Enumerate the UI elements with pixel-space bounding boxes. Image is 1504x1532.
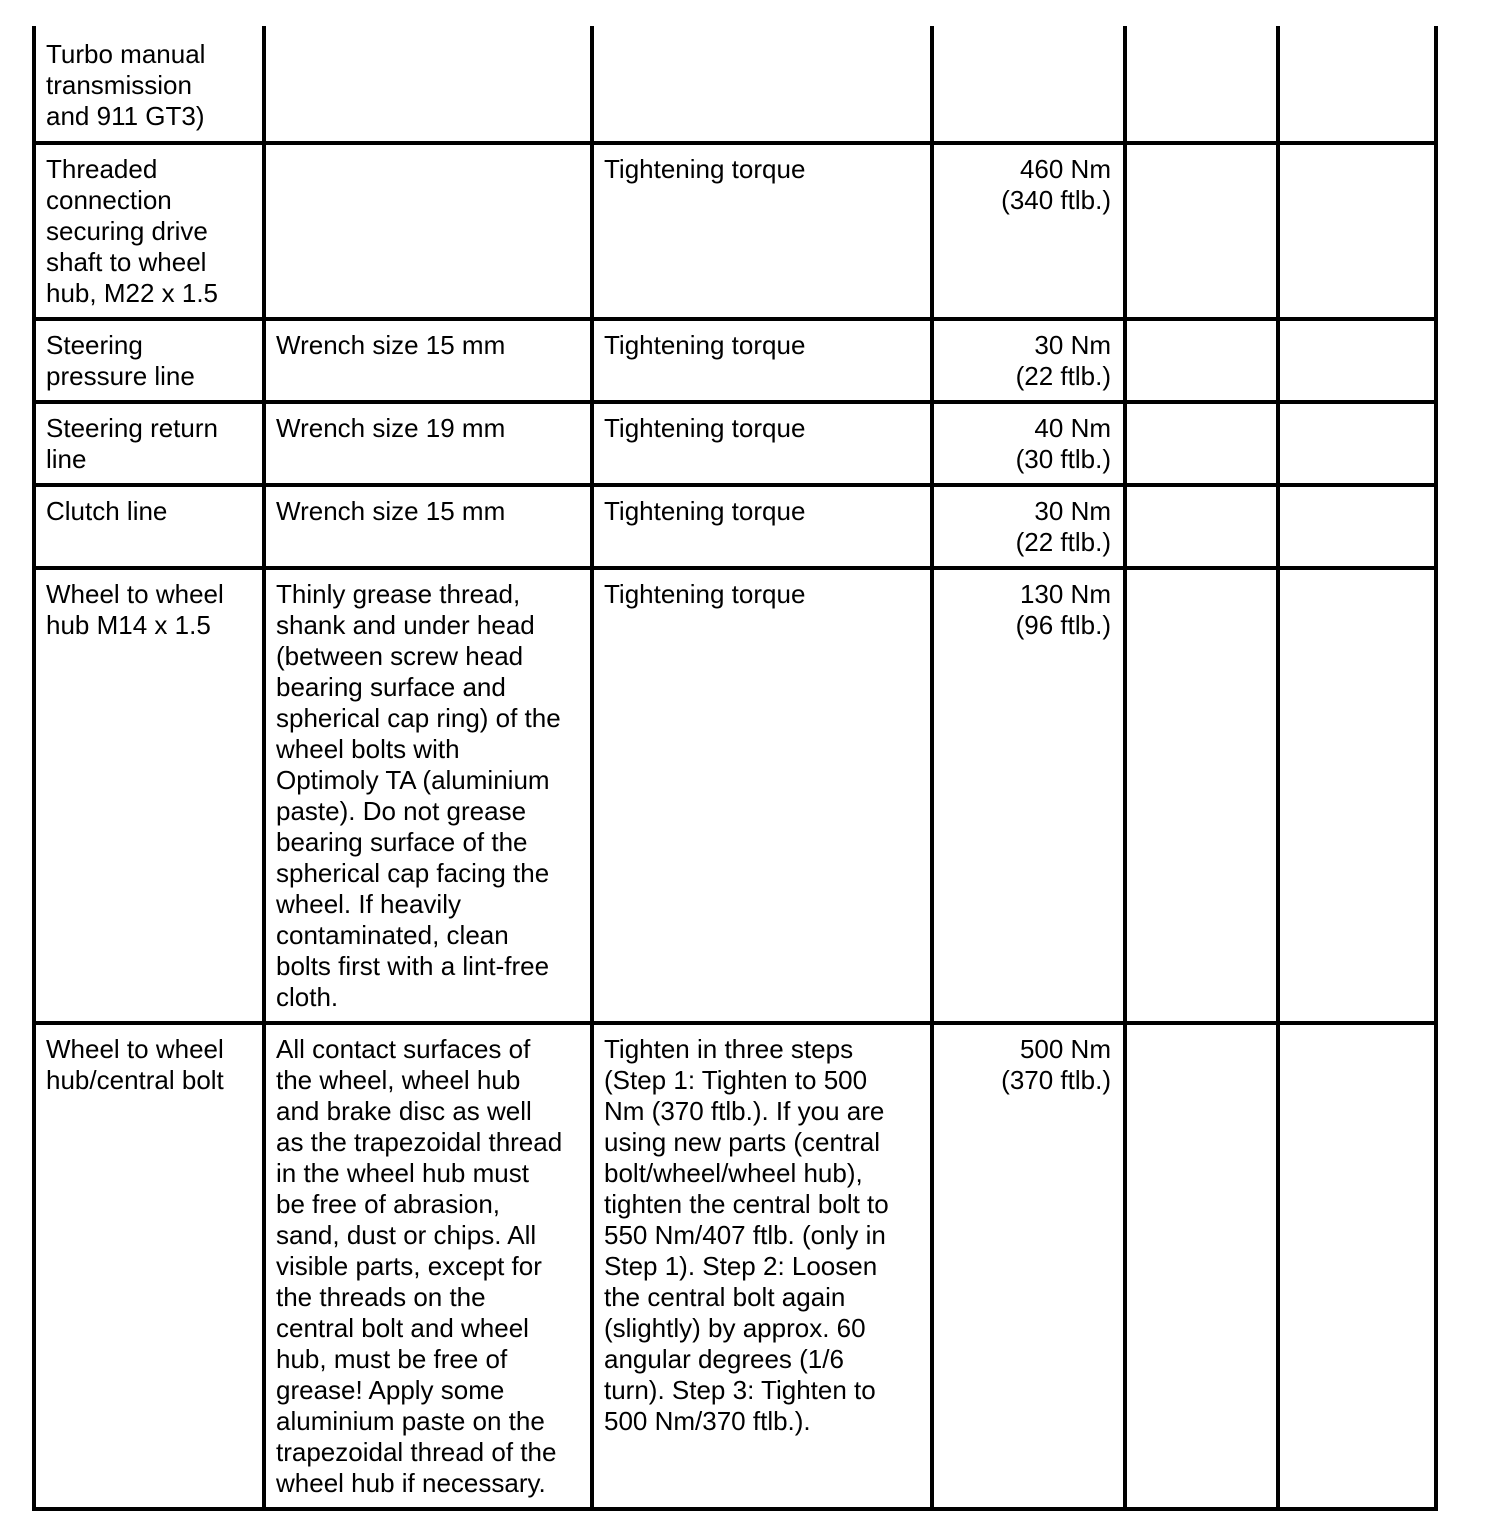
torque-spec-table: [32, 26, 1438, 1511]
component-cell: Clutch line: [34, 485, 264, 568]
value-cell: 30 Nm (22 ftlb.): [932, 485, 1125, 568]
component-cell: Steering pressure line: [34, 319, 264, 402]
extra-cell-1: [1125, 26, 1278, 143]
value-cell: 130 Nm (96 ftlb.): [932, 568, 1125, 1023]
component-cell: Wheel to wheel hub M14 x 1.5: [34, 568, 264, 1023]
extra-cell-2: [1278, 26, 1436, 143]
extra-cell-1: [1125, 319, 1278, 402]
component-cell: Turbo manual transmission and 911 GT3): [34, 26, 264, 143]
extra-cell-1: [1125, 568, 1278, 1023]
table-row: [34, 568, 1436, 1023]
table-row: [34, 485, 1436, 568]
value-cell: [932, 26, 1125, 143]
spec-type-cell: Tighten in three steps (Step 1: Tighten to 500 Nm (370 ftlb.). If you are using new parts (central bolt/wheel/wheel hub), tighten the central bolt to 550 Nm/407 ftlb. (only in Step 1). Step 2: Loosen the central bolt again (slightly) by approx. 60 angular degrees (1/6 turn). Step 3: Tighten to 500 Nm/370 ftlb.).: [592, 1023, 932, 1509]
table-row: [34, 143, 1436, 319]
note-cell: Wrench size 19 mm: [264, 402, 592, 485]
table-row: [34, 1023, 1436, 1509]
extra-cell-2: [1278, 485, 1436, 568]
component-cell: Threaded connection securing drive shaft to wheel hub, M22 x 1.5: [34, 143, 264, 319]
note-cell: All contact surfaces of the wheel, wheel hub and brake disc as well as the trapezoidal thread in the wheel hub must be free of abrasion, sand, dust or chips. All visible parts, except for the threads on the central bolt and wheel hub, must be free of grease! Apply some aluminium paste on the trapezoidal thread of the wheel hub if necessary.: [264, 1023, 592, 1509]
extra-cell-1: [1125, 402, 1278, 485]
spec-type-cell: Tightening torque: [592, 402, 932, 485]
component-cell: Wheel to wheel hub/central bolt: [34, 1023, 264, 1509]
component-cell: Steering return line: [34, 402, 264, 485]
extra-cell-2: [1278, 319, 1436, 402]
note-cell: Thinly grease thread, shank and under head (between screw head bearing surface and spherical cap ring) of the wheel bolts with Optimoly TA (aluminium paste). Do not grease bearing surface of the spherical cap facing the wheel. If heavily contaminated, clean bolts first with a lint-free cloth.: [264, 568, 592, 1023]
note-cell: Wrench size 15 mm: [264, 485, 592, 568]
extra-cell-1: [1125, 1023, 1278, 1509]
table-row: [34, 319, 1436, 402]
value-cell: 500 Nm (370 ftlb.): [932, 1023, 1125, 1509]
extra-cell-2: [1278, 1023, 1436, 1509]
value-cell: 30 Nm (22 ftlb.): [932, 319, 1125, 402]
spec-type-cell: Tightening torque: [592, 319, 932, 402]
spec-type-cell: Tightening torque: [592, 143, 932, 319]
table-row: [34, 26, 1436, 143]
value-cell: 40 Nm (30 ftlb.): [932, 402, 1125, 485]
extra-cell-1: [1125, 485, 1278, 568]
spec-type-cell: Tightening torque: [592, 485, 932, 568]
note-cell: Wrench size 15 mm: [264, 319, 592, 402]
value-cell: 460 Nm (340 ftlb.): [932, 143, 1125, 319]
spec-type-cell: [592, 26, 932, 143]
extra-cell-2: [1278, 568, 1436, 1023]
table-row: [34, 402, 1436, 485]
note-cell: [264, 26, 592, 143]
extra-cell-1: [1125, 143, 1278, 319]
note-cell: [264, 143, 592, 319]
spec-type-cell: Tightening torque: [592, 568, 932, 1023]
extra-cell-2: [1278, 402, 1436, 485]
extra-cell-2: [1278, 143, 1436, 319]
